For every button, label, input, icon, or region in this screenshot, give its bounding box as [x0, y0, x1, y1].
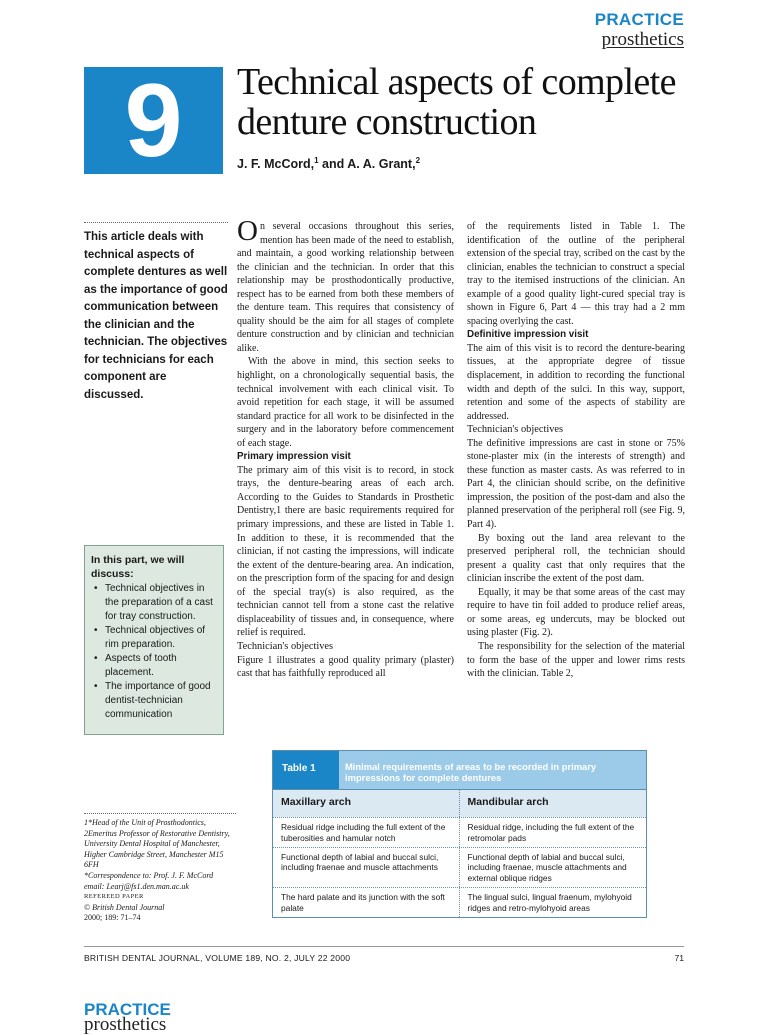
paragraph: Figure 1 illustrates a good quality primary (plaster) cast that has faithfully reproduced all — [237, 654, 454, 680]
table-row — [273, 887, 646, 917]
paragraph: The primary aim of this visit is to record, in stock trays, the denture-bearing areas of each arch. According to the Guides to Standards in Prosthetic Dentistry,1 there are basic requirements required for primary impressions, and these are listed in Table 1. In addition to these, it is recommended that the clinician, if not casting the impressions, will indicate the extent of the denture-bearing area. An indication, on the prescription form of the spacing for and design of the special tray(s) is also required, as the technician cannot tell from a stone cast the relative displaceability of tissues and, in consequence, where relief is required. — [237, 464, 454, 639]
footnote-line: 2000; 189: 71–74 — [84, 913, 141, 923]
table-label: Table 1 — [273, 751, 339, 789]
article-number: 9 — [84, 67, 223, 174]
table-cell: Residual ridge including the full extent of the tuberosities and hamular notch — [273, 818, 460, 847]
table-1 — [272, 750, 647, 918]
paragraph: By boxing out the land area relevant to the preserved peripheral roll, the technician should present a quality cast that only requires that the clinician inscribe the extent of the post dam. — [467, 532, 685, 585]
subsection-heading: Technician's objectives — [237, 640, 334, 652]
subsection-heading: Technician's objectives — [467, 424, 564, 436]
discuss-item: • Technical objectives of rim preparation. — [91, 624, 217, 652]
section-label: PRACTICE — [594, 10, 684, 29]
table-column-header: Mandibular arch — [467, 796, 549, 808]
author-footnote — [84, 813, 236, 924]
paragraph: of the requirements listed in Table 1. The identification of the outline of the peripheral extension of the special tray, scribed on the cast by the clinician, enables the technician to construct a special tray to the itemised instructions of the clinician. An example of a good quality light-cured special tray is shown in Figure 6, Part 4 — this tray had a 2 mm spacing overlying the cast. — [467, 221, 685, 327]
article-title: Technical aspects of complete denture construction — [237, 61, 676, 143]
next-page-subsection-label: prosthetics — [84, 1014, 167, 1035]
subsection-label: prosthetics — [601, 29, 684, 50]
paragraph: Equally, it may be that some areas of the cast may require to have tin foil added to produce relief areas, or some areas, eg undercuts, may be blocked out using plaster (Fig. 2). — [467, 586, 685, 639]
table-cell: The lingual sulci, lingual fraenum, mylohyoid ridges and retro-mylohyoid areas — [467, 891, 632, 913]
journal-citation: BRITISH DENTAL JOURNAL, VOLUME 189, NO. 2, JULY 22 2000 — [84, 953, 351, 963]
table-column-header: Maxillary arch — [273, 790, 460, 817]
discuss-item: • Aspects of tooth placement. — [91, 652, 217, 680]
next-page-section-label: PRACTICE — [84, 1000, 171, 1019]
footer-rule — [84, 946, 684, 947]
table-row — [273, 847, 646, 887]
author-name: J. F. McCord, — [237, 157, 315, 172]
discuss-heading: In this part, we will discuss: — [91, 554, 185, 580]
table-cell: Functional depth of labial and buccal sulci, including fraenae and muscle attachments — [273, 848, 460, 887]
page-number: 71 — [674, 953, 684, 963]
paragraph: The responsibility for the selection of the material to form the base of the upper and lower rims rests with the clinician. Table 2, — [467, 640, 685, 680]
paragraph — [237, 215, 454, 355]
authors — [237, 156, 420, 171]
discuss-box — [84, 545, 224, 735]
table-cell: Functional depth of labial and buccal sulci, including fraenae, muscle attachments and external oblique ridges — [467, 851, 627, 884]
author-separator: and — [318, 157, 348, 172]
section-heading: Primary impression visit — [237, 451, 351, 463]
section-heading: Definitive impression visit — [467, 329, 589, 341]
footnote-line: 1*Head of the Unit of Prosthodontics, — [84, 818, 206, 827]
author-affiliation-mark: 2 — [415, 156, 421, 165]
table-row — [273, 817, 646, 847]
footnote-line: *Correspondence to: Prof. J. F. McCord — [84, 870, 214, 880]
discuss-item: • The importance of good dentist-technician communication — [91, 680, 217, 722]
footnote-line: 2Emeritus Professor of Restorative Dentistry, University Dental Hospital of Manchester, Higher Cambridge Street, Manchester M15 6FH — [84, 828, 230, 870]
table-caption: Minimal requirements of areas to be recorded in primary impressions for complete dentures — [339, 751, 646, 789]
body-column-2 — [467, 220, 685, 681]
footnote-line: © British Dental Journal — [84, 902, 165, 912]
discuss-list — [91, 582, 217, 722]
paragraph-text: n several occasions throughout this series, mention has been made of the need to establish, and maintain, a good working relationship between the clinician and the technician. In order that this relationship may be prosthodontically productive, respect has to be earned from both these members of the denture team. This requires that consistency of quality should be the aim for all stages of complete denture construction and by clinician and technician alike. — [237, 221, 454, 354]
table-cell: The hard palate and its junction with the soft palate — [273, 888, 460, 917]
paragraph: The definitive impressions are cast in stone or 75% stone-plaster mix (in the interests of strength) and these function as master casts. As was referred to in Part 4, the clinician should scribe, on the definitive impression, the position of the post-dam and also the planned preservation of the peripheral roll (see Fig. 9, Part 4). — [467, 437, 685, 531]
body-column-1 — [237, 215, 454, 681]
paragraph: With the above in mind, this section seeks to highlight, on a chronologically sequential basis, the technical involvement with each clinical visit. To avoid repetition for each stage, it will be assumed standard practice for all work to be disinfected in the surgery and in the laboratory before commencement of each stage. — [237, 356, 454, 449]
footnote-line: REFEREED PAPER — [84, 893, 144, 901]
abstract: This article deals with technical aspects of complete dentures as well as the importance of good communication between the clinician and the technician. The objectives for technicians for each component are discussed. — [84, 222, 228, 404]
paragraph: The aim of this visit is to record the denture-bearing tissues, at the appropriate degree of tissue displacement, in addition to recording the functional width and depth of the sulci. In this way, support, retention and some of the aspects of stability are addressed. — [467, 342, 685, 422]
author-affiliation-mark: 1 — [314, 156, 319, 165]
drop-cap: O — [237, 215, 258, 247]
table-cell: Residual ridge, including the full extent of the retromolar pads — [467, 822, 635, 843]
footnote-line: email: Learj@fs1.den.man.ac.uk — [84, 881, 189, 891]
author-name: A. A. Grant, — [347, 157, 416, 172]
discuss-item: • Technical objectives in the preparation of a cast for tray construction. — [91, 582, 217, 624]
